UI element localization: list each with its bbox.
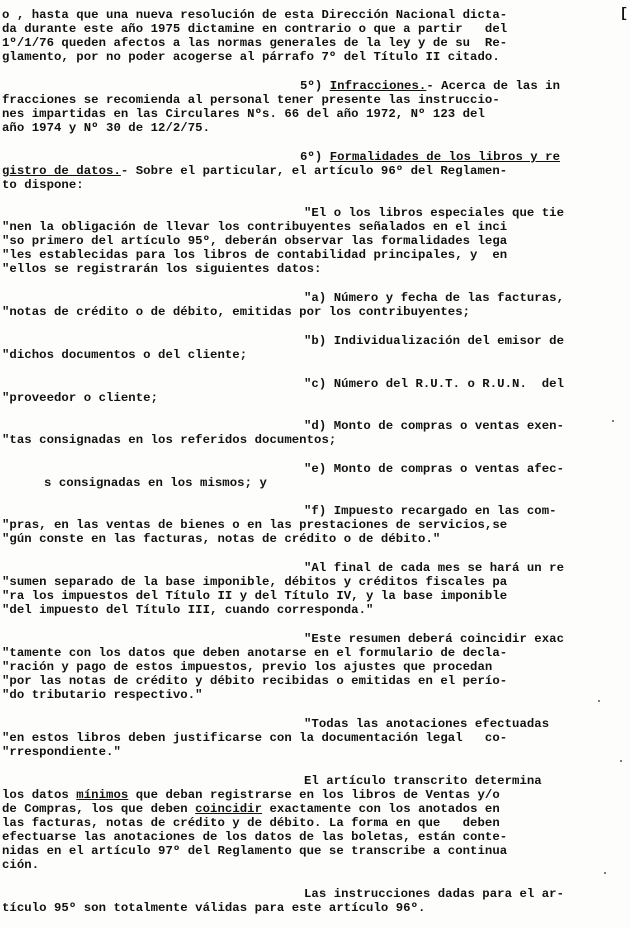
quote-line: "b) Individualización del emisor de	[304, 334, 565, 348]
underlined-text: coincidir	[195, 802, 263, 816]
quote-line: "e) Monto de compras o ventas afec-	[304, 462, 565, 476]
underlined-text: gistro de datos.	[2, 164, 121, 178]
text-line: las facturas, notas de crédito y de débito. La forma en que deben	[2, 816, 500, 830]
scan-speck	[612, 420, 614, 422]
text-line: to dispone:	[2, 178, 84, 192]
section-heading: 6º) Formalidades de los libros y re	[300, 150, 561, 164]
text-line: nes impartidas en las Circulares Nºs. 66 del año 1972, Nº 123 del	[2, 107, 485, 121]
scan-speck	[620, 760, 622, 762]
quote-line: "rrespondiente."	[2, 745, 121, 759]
section-heading: 5º) Infracciones.- Acerca de las in	[300, 79, 561, 93]
quote-line: "sumen separado de la base imponible, débitos y créditos fiscales pa	[2, 575, 508, 589]
margin-mark: [	[619, 6, 628, 22]
quote-line: "tas consignadas en los referidos documentos;	[2, 433, 337, 447]
quote-line: "ellos se registrarán los siguientes datos:	[2, 262, 322, 276]
quote-line: "del impuesto del Título III, cuando corresponda."	[2, 603, 374, 617]
text-line: glamento, por no poder acogerse al párrafo 7º del Título II citado.	[2, 50, 500, 64]
text-line: tículo 95º son totalmente válidas para este artículo 96º.	[2, 901, 426, 915]
text-line: o , hasta que una nueva resolución de esta Dirección Nacional dicta-	[2, 8, 508, 22]
text-line: los datos mínimos que deban registrarse en los libros de Ventas y/o	[2, 788, 500, 802]
quote-line: "nen la obligación de llevar los contribuyentes señalados en el inci	[2, 220, 508, 234]
quote-line: s consignadas en los mismos; y	[44, 476, 267, 490]
quote-line: "dichos documentos o del cliente;	[2, 348, 248, 362]
quote-line: "notas de crédito o de débito, emitidas por los contribuyentes;	[2, 305, 471, 319]
text-line: de Compras, los que deben coincidir exactamente con los anotados en	[2, 802, 500, 816]
text-line: fracciones se recomienda al personal tener presente las instruccio-	[2, 93, 500, 107]
text-line: año 1974 y Nº 30 de 12/2/75.	[2, 121, 211, 135]
underlined-text: Formalidades de los libros y re	[329, 150, 561, 164]
quote-line: "d) Monto de compras o ventas exen-	[304, 419, 565, 433]
quote-line: "en estos libros deben justificarse con la documentación legal co-	[2, 731, 508, 745]
quote-line: "so primero del artículo 95º, deberán observar las formalidades lega	[2, 234, 508, 248]
scan-speck	[604, 872, 606, 874]
text-line: efectuarse las anotaciones de los datos de las boletas, están conte-	[2, 830, 508, 844]
text-line: El artículo transcrito determina	[304, 774, 542, 788]
quote-line: "proveedor o cliente;	[2, 391, 159, 405]
text-line: ción.	[2, 858, 40, 872]
underlined-text: Infracciones.	[329, 79, 427, 93]
text-line: nidas en el artículo 97º del Reglamento que se transcribe a continua	[2, 844, 508, 858]
text-line: 1º/1/76 queden afectos a las normas generales de la ley y de su Re-	[2, 36, 508, 50]
quote-line: "les establecidas para los libros de contabilidad principales, y en	[2, 248, 508, 262]
quote-line: "f) Impuesto recargado en las com-	[304, 504, 557, 518]
text-line: Las instrucciones dadas para el ar-	[304, 887, 565, 901]
underlined-text: mínimos	[76, 788, 129, 802]
quote-line: "Al final de cada mes se hará un re	[304, 561, 565, 575]
quote-line: "do tributario respectivo."	[2, 688, 203, 702]
quote-line: "gún conste en las facturas, notas de crédito o de débito."	[2, 532, 441, 546]
quote-line: "El o los libros especiales que tie	[304, 206, 565, 220]
quote-line: "pras, en las ventas de bienes o en las prestaciones de servicios,se	[2, 518, 508, 532]
quote-line: "c) Número del R.U.T. o R.U.N. del	[304, 377, 565, 391]
quote-line: "a) Número y fecha de las facturas,	[304, 291, 565, 305]
quote-line: "Este resumen deberá coincidir exac	[304, 632, 565, 646]
quote-line: "ración y pago de estos impuestos, previo los ajustes que procedan	[2, 660, 493, 674]
quote-line: "ra los impuestos del Título II y del Título IV, y la base imponible	[2, 589, 508, 603]
quote-line: "tamente con los datos que deben anotarse en el formulario de decla-	[2, 646, 508, 660]
scan-speck	[598, 700, 600, 702]
text-line: gistro de datos.- Sobre el particular, el artículo 96º del Reglamen-	[2, 164, 508, 178]
text-line: da durante este año 1975 dictamine en contrario o que a partir del	[2, 22, 508, 36]
quote-line: "por las notas de crédito y débito recibidas o emitidas en el perío-	[2, 674, 508, 688]
quote-line: "Todas las anotaciones efectuadas	[304, 717, 550, 731]
